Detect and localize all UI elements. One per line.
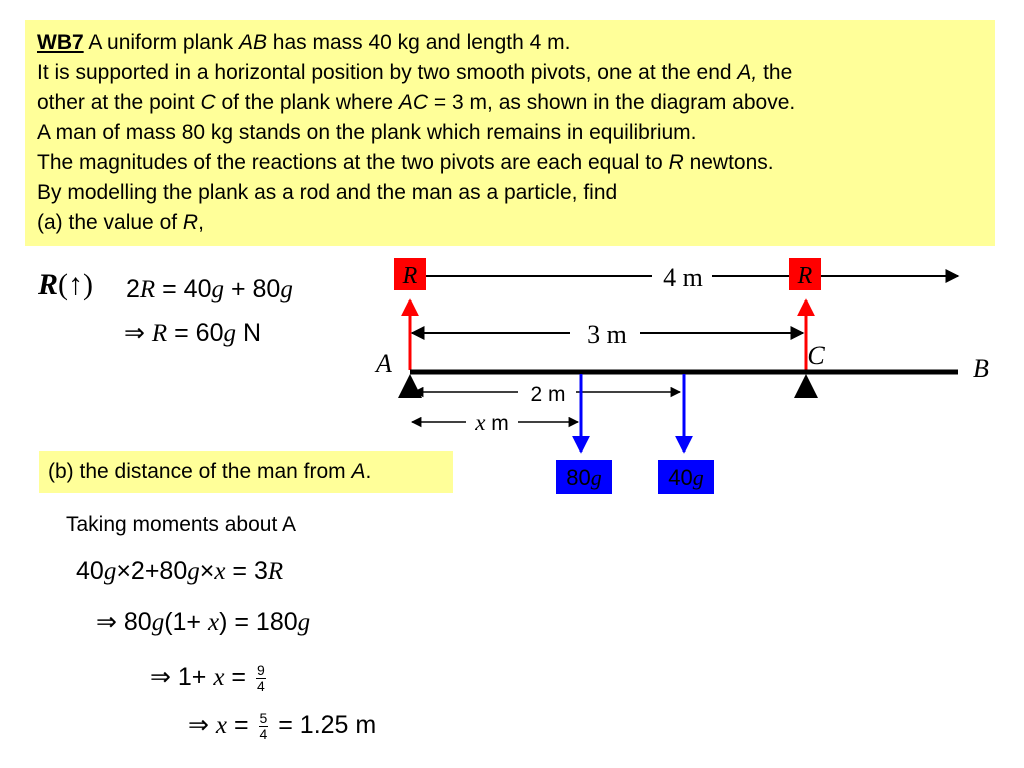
length-xm-label: x m xyxy=(475,410,509,435)
equation-resolve: 2R = 40g + 80g xyxy=(126,275,293,303)
weight-label-man: 80g xyxy=(566,465,602,490)
question-line-4: A man of mass 80 kg stands on the plank which remains in equilibrium. xyxy=(37,121,697,144)
moments-heading: Taking moments about A xyxy=(66,513,296,536)
weight-label-plank: 40g xyxy=(668,465,704,490)
question-line-2: It is supported in a horizontal position by two smooth pivots, one at the end A, the xyxy=(37,61,793,84)
label-C: C xyxy=(807,341,825,370)
label-A: A xyxy=(376,349,392,378)
fraction-five-quarters: $\frac{5}{4}$ xyxy=(259,709,268,742)
length-2m-label: 2 m xyxy=(530,383,566,406)
pivot-C xyxy=(794,374,818,398)
moments-equation-1: 40g×2+80g×x = 3R xyxy=(76,557,284,585)
question-tag: WB7 xyxy=(37,31,84,54)
resolve-label: R(↑) xyxy=(38,268,93,301)
question-line-6: By modelling the plank as a rod and the man as a particle, find xyxy=(37,181,618,204)
reaction-label-right: R xyxy=(797,263,813,289)
moments-equation-2: ⇒ 80g(1+ x) = 180g xyxy=(96,608,311,636)
label-B: B xyxy=(973,354,989,383)
question-line-3: other at the point C of the plank where AC = 3 m, as shown in the diagram above. xyxy=(37,91,796,114)
length-4m-label: 4 m xyxy=(663,263,703,292)
question-line-7: (a) the value of R, xyxy=(37,211,204,234)
moments-equation-4: ⇒ x = $\frac{5}{4}$ = 1.25 m xyxy=(188,709,377,742)
equation-R-result: ⇒ R = 60g N xyxy=(124,319,261,347)
moments-equation-3: ⇒ 1+ x = $\frac{9}{4}$ xyxy=(150,661,265,694)
fraction-nine-quarters: $\frac{9}{4}$ xyxy=(256,661,265,694)
question-line-5: The magnitudes of the reactions at the two pivots are each equal to R newtons. xyxy=(37,151,774,174)
part-b-label: (b) the distance of the man from A. xyxy=(48,460,372,483)
pivot-A xyxy=(398,374,422,398)
question-line-1: WB7 A uniform plank AB has mass 40 kg and length 4 m. xyxy=(37,31,571,54)
reaction-label-left: R xyxy=(402,263,418,289)
length-3m-label: 3 m xyxy=(587,320,627,349)
